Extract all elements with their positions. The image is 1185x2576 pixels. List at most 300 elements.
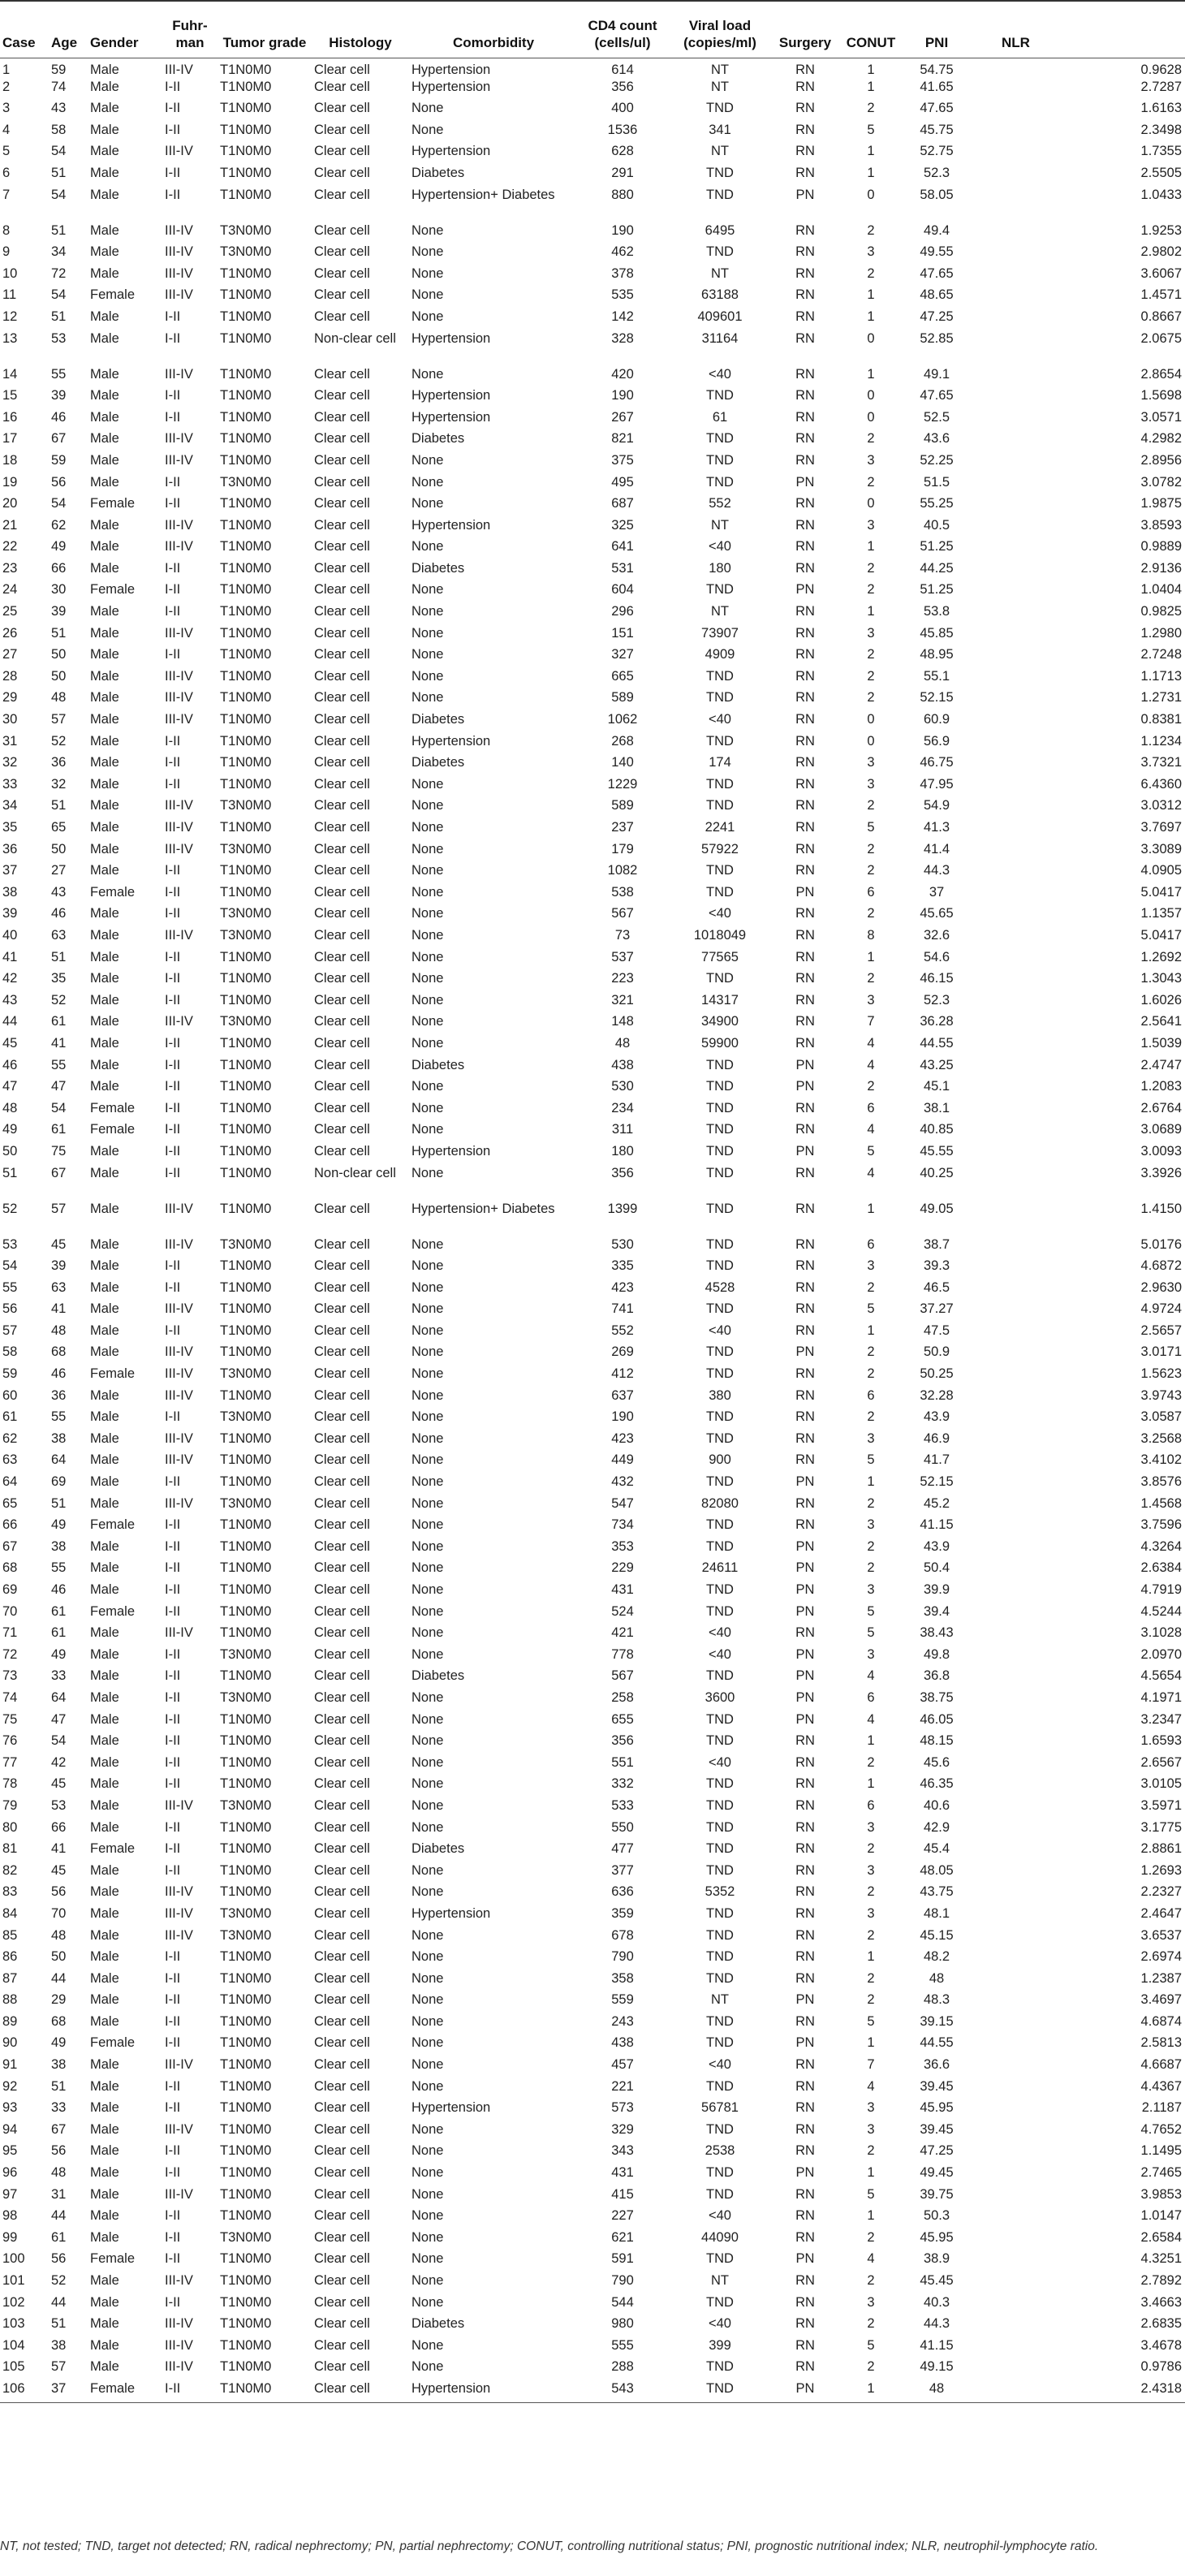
cell-conut: 1: [867, 144, 875, 159]
cell-gender: Male: [90, 1733, 119, 1749]
cell-viral-load: TND: [706, 690, 734, 705]
cell-histology: Clear cell: [314, 1884, 370, 1900]
cell-viral-load: NT: [711, 79, 729, 94]
cell-gender: Female: [90, 1603, 136, 1619]
cell-viral-load: TND: [706, 668, 734, 684]
cell-histology: Clear cell: [314, 733, 370, 749]
cell-histology: Clear cell: [314, 1668, 370, 1684]
cell-case: 36: [2, 841, 18, 857]
cell-gender: Female: [90, 1366, 136, 1382]
table-row: [0, 1431, 1185, 1453]
cell-fuhrman: I-II: [165, 79, 181, 94]
cell-age: 56: [51, 2143, 67, 2159]
cell-tumor-grade: T1N0M0: [220, 971, 272, 986]
cell-viral-load: NT: [711, 2273, 729, 2288]
cell-case: 69: [2, 1582, 18, 1597]
cell-cd4-count: 431: [611, 2165, 634, 2181]
cell-conut: 6: [867, 1797, 875, 1813]
cell-fuhrman: I-II: [165, 1057, 181, 1072]
cell-age: 56: [51, 2251, 67, 2267]
cell-age: 38: [51, 2337, 67, 2353]
cell-gender: Male: [90, 1474, 119, 1490]
cell-case: 91: [2, 2057, 18, 2073]
table-row: [0, 1884, 1185, 1906]
cell-comorbidity: None: [412, 820, 444, 835]
cell-histology: Clear cell: [314, 1122, 370, 1137]
cell-histology: Clear cell: [314, 992, 370, 1008]
table-row: [0, 798, 1185, 820]
cell-pni: 40.5: [923, 517, 950, 533]
cell-case: 14: [2, 366, 18, 382]
cell-gender: Male: [90, 366, 119, 382]
cell-age: 51: [51, 165, 67, 180]
header-gender: Gender: [88, 1, 162, 58]
cell-tumor-grade: T1N0M0: [220, 265, 272, 281]
cell-pni: 46.35: [920, 1776, 954, 1792]
cell-viral-load: 31164: [701, 330, 739, 346]
cell-viral-load: TND: [706, 1165, 734, 1180]
cell-conut: 2: [867, 560, 875, 576]
table-row: [0, 1079, 1185, 1101]
cell-histology: Clear cell: [314, 1409, 370, 1425]
cell-gender: Male: [90, 1014, 119, 1029]
cell-viral-load: TND: [706, 2035, 734, 2051]
cell-conut: 1: [867, 366, 875, 382]
cell-pni: 51.25: [920, 539, 954, 554]
cell-conut: 2: [867, 971, 875, 986]
cell-case: 37: [2, 863, 18, 878]
cell-cd4-count: 420: [611, 366, 634, 382]
cell-surgery: PN: [795, 1646, 815, 1662]
cell-comorbidity: None: [412, 2273, 444, 2288]
cell-nlr: 1.0147: [1140, 2208, 1182, 2224]
cell-surgery: PN: [795, 1668, 815, 1684]
cell-fuhrman: III-IV: [165, 539, 193, 554]
cell-tumor-grade: T1N0M0: [220, 1862, 272, 1878]
cell-viral-load: TND: [706, 1409, 734, 1425]
cell-tumor-grade: T1N0M0: [220, 733, 272, 749]
cell-tumor-grade: T1N0M0: [220, 1884, 272, 1900]
cell-conut: 1: [867, 1733, 875, 1749]
cell-gender: Male: [90, 1949, 119, 1965]
table-row: [0, 755, 1185, 777]
cell-histology: Clear cell: [314, 1949, 370, 1965]
cell-gender: Male: [90, 1035, 119, 1051]
cell-histology: Clear cell: [314, 144, 370, 159]
cell-nlr: 1.3043: [1140, 971, 1182, 986]
cell-nlr: 1.6593: [1140, 1733, 1182, 1749]
cell-histology: Clear cell: [314, 820, 370, 835]
cell-surgery: PN: [795, 1603, 815, 1619]
cell-histology: Clear cell: [314, 1733, 370, 1749]
cell-histology: Clear cell: [314, 560, 370, 576]
cell-viral-load: <40: [709, 539, 731, 554]
cell-cd4-count: 1536: [607, 122, 638, 137]
cell-conut: 4: [867, 1165, 875, 1180]
cell-conut: 1: [867, 2165, 875, 2181]
table-row: [0, 1166, 1185, 1202]
cell-gender: Male: [90, 2078, 119, 2094]
cell-cd4-count: 432: [611, 1474, 634, 1490]
cell-fuhrman: III-IV: [165, 1201, 193, 1216]
cell-gender: Male: [90, 165, 119, 180]
cell-tumor-grade: T1N0M0: [220, 1517, 272, 1533]
cell-surgery: RN: [795, 62, 815, 77]
cell-comorbidity: Hypertension: [412, 62, 491, 77]
cell-surgery: RN: [795, 1100, 815, 1115]
cell-cd4-count: 533: [611, 1797, 634, 1813]
cell-viral-load: TND: [706, 431, 734, 447]
cell-viral-load: TND: [706, 1905, 734, 1921]
cell-cd4-count: 880: [611, 187, 634, 202]
cell-case: 62: [2, 1430, 18, 1446]
cell-cd4-count: 604: [611, 582, 634, 598]
cell-pni: 43.25: [920, 1057, 954, 1072]
cell-tumor-grade: T3N0M0: [220, 841, 272, 857]
cell-fuhrman: I-II: [165, 733, 181, 749]
cell-cd4-count: 457: [611, 2057, 634, 2073]
cell-surgery: RN: [795, 1452, 815, 1468]
cell-age: 45: [51, 1236, 67, 1252]
cell-cd4-count: 180: [611, 1143, 634, 1159]
cell-cd4-count: 530: [611, 1079, 634, 1094]
table-row: [0, 1122, 1185, 1144]
cell-nlr: 0.9889: [1140, 539, 1182, 554]
cell-comorbidity: Diabetes: [412, 755, 465, 770]
cell-nlr: 2.7287: [1140, 79, 1182, 94]
cell-fuhrman: III-IV: [165, 265, 193, 281]
cell-histology: Clear cell: [314, 1100, 370, 1115]
cell-pni: 56.9: [923, 733, 950, 749]
cell-case: 57: [2, 1323, 18, 1338]
cell-viral-load: TND: [706, 244, 734, 260]
cell-tumor-grade: T3N0M0: [220, 1927, 272, 1943]
cell-age: 74: [51, 79, 67, 94]
cell-cd4-count: 641: [611, 539, 634, 554]
cell-viral-load: TND: [706, 2359, 734, 2375]
cell-conut: 2: [867, 1409, 875, 1425]
cell-conut: 1: [867, 539, 875, 554]
table-row: [0, 453, 1185, 475]
cell-histology: Clear cell: [314, 927, 370, 943]
cell-gender: Male: [90, 1754, 119, 1770]
table-row: [0, 712, 1185, 734]
cell-cd4-count: 555: [611, 2337, 634, 2353]
cell-surgery: RN: [795, 1884, 815, 1900]
cell-nlr: 0.8381: [1140, 712, 1182, 727]
cell-gender: Male: [90, 1236, 119, 1252]
cell-case: 77: [2, 1754, 18, 1770]
cell-cd4-count: 190: [611, 388, 634, 403]
cell-cd4-count: 449: [611, 1452, 634, 1468]
table-row: [0, 906, 1185, 928]
cell-gender: Male: [90, 625, 119, 641]
cell-tumor-grade: T3N0M0: [220, 1495, 272, 1511]
table-row: [0, 2338, 1185, 2360]
cell-cd4-count: 325: [611, 517, 634, 533]
cell-cd4-count: 140: [611, 755, 634, 770]
cell-case: 102: [2, 2294, 25, 2310]
cell-fuhrman: III-IV: [165, 452, 193, 468]
cell-viral-load: <40: [709, 366, 731, 382]
cell-fuhrman: III-IV: [165, 1014, 193, 1029]
cell-comorbidity: None: [412, 1538, 444, 1554]
cell-viral-load: 82080: [701, 1495, 739, 1511]
table-row: [0, 2251, 1185, 2273]
cell-gender: Male: [90, 144, 119, 159]
cell-pni: 36.8: [923, 1668, 950, 1684]
cell-gender: Male: [90, 79, 119, 94]
cell-histology: Clear cell: [314, 1970, 370, 1986]
cell-gender: Male: [90, 2186, 119, 2202]
cell-fuhrman: III-IV: [165, 431, 193, 447]
cell-histology: Clear cell: [314, 1517, 370, 1533]
cell-nlr: 4.7652: [1140, 2121, 1182, 2137]
cell-tumor-grade: T1N0M0: [220, 2078, 272, 2094]
cell-comorbidity: None: [412, 1035, 444, 1051]
cell-tumor-grade: T1N0M0: [220, 101, 272, 116]
cell-fuhrman: I-II: [165, 388, 181, 403]
cell-pni: 38.75: [920, 1689, 954, 1705]
cell-histology: Clear cell: [314, 582, 370, 598]
cell-pni: 49.1: [923, 366, 950, 382]
cell-nlr: 2.6567: [1140, 1754, 1182, 1770]
cell-comorbidity: None: [412, 690, 444, 705]
cell-viral-load: 552: [709, 496, 731, 511]
cell-age: 41: [51, 1841, 67, 1857]
cell-gender: Male: [90, 820, 119, 835]
cell-surgery: RN: [795, 820, 815, 835]
cell-histology: Clear cell: [314, 690, 370, 705]
cell-fuhrman: I-II: [165, 776, 181, 792]
cell-viral-load: TND: [706, 1711, 734, 1727]
cell-age: 54: [51, 1100, 67, 1115]
cell-fuhrman: I-II: [165, 474, 181, 490]
cell-tumor-grade: T1N0M0: [220, 949, 272, 964]
cell-case: 100: [2, 2251, 25, 2267]
cell-nlr: 4.3251: [1140, 2251, 1182, 2267]
cell-gender: Male: [90, 539, 119, 554]
cell-nlr: 5.0176: [1140, 1236, 1182, 1252]
cell-age: 66: [51, 1819, 67, 1835]
cell-age: 49: [51, 2035, 67, 2051]
cell-age: 36: [51, 755, 67, 770]
cell-histology: Clear cell: [314, 1344, 370, 1360]
cell-surgery: RN: [795, 265, 815, 281]
table-row: [0, 2230, 1185, 2252]
cell-case: 29: [2, 690, 18, 705]
cell-comorbidity: None: [412, 1517, 444, 1533]
cell-comorbidity: None: [412, 2294, 444, 2310]
cell-conut: 1: [867, 604, 875, 619]
cell-histology: Clear cell: [314, 1143, 370, 1159]
cell-cd4-count: 687: [611, 496, 634, 511]
cell-surgery: PN: [795, 1992, 815, 2008]
cell-comorbidity: None: [412, 1495, 444, 1511]
cell-case: 4: [2, 122, 11, 137]
cell-comorbidity: Hypertension: [412, 388, 491, 403]
cell-pni: 41.15: [920, 2337, 954, 2353]
cell-tumor-grade: T1N0M0: [220, 2057, 272, 2073]
cell-age: 50: [51, 647, 67, 662]
cell-fuhrman: I-II: [165, 496, 181, 511]
cell-viral-load: TND: [706, 582, 734, 598]
cell-conut: 2: [867, 222, 875, 238]
cell-tumor-grade: T1N0M0: [220, 2359, 272, 2375]
cell-comorbidity: None: [412, 863, 444, 878]
cell-viral-load: TND: [667, 2381, 773, 2403]
cell-conut: 2: [867, 647, 875, 662]
cell-fuhrman: I-II: [165, 2013, 181, 2029]
cell-case: 43: [2, 992, 18, 1008]
table-row: [0, 971, 1185, 993]
cell-tumor-grade: T1N0M0: [220, 2186, 272, 2202]
cell-histology: Clear cell: [314, 1258, 370, 1274]
cell-conut: 3: [867, 1430, 875, 1446]
cell-pni: 48.15: [920, 1733, 954, 1749]
cell-cd4-count: 421: [611, 1625, 634, 1641]
cell-fuhrman: I-II: [165, 1122, 181, 1137]
cell-age: 53: [51, 330, 67, 346]
table-row: [0, 1058, 1185, 1080]
cell-viral-load: TND: [706, 1603, 734, 1619]
cell-age: 47: [51, 1079, 67, 1094]
cell-cd4-count: 243: [611, 2013, 634, 2029]
cell-nlr: 2.5505: [1140, 165, 1182, 180]
cell-histology: Clear cell: [314, 884, 370, 900]
cell-viral-load: NT: [711, 144, 729, 159]
cell-nlr: 4.9724: [1140, 1301, 1182, 1317]
cell-pni: 39.4: [923, 1603, 950, 1619]
cell-gender: Male: [90, 1776, 119, 1792]
cell-fuhrman: III-IV: [165, 1797, 193, 1813]
cell-tumor-grade: T1N0M0: [220, 1970, 272, 1986]
cell-gender: Male: [90, 949, 119, 964]
cell-histology: Clear cell: [314, 647, 370, 662]
cell-nlr: 2.6384: [1140, 1560, 1182, 1576]
cell-conut: 1: [867, 1776, 875, 1792]
cell-tumor-grade: T1N0M0: [220, 2251, 272, 2267]
cell-nlr: 1.5623: [1140, 1366, 1182, 1382]
cell-case: 49: [2, 1122, 18, 1137]
cell-viral-load: TND: [706, 1797, 734, 1813]
cell-age: 44: [51, 1970, 67, 1986]
cell-gender: Male: [90, 187, 119, 202]
cell-surgery: PN: [795, 187, 815, 202]
cell-conut: 8: [867, 927, 875, 943]
cell-cd4-count: 142: [611, 309, 634, 324]
cell-viral-load: <40: [709, 712, 731, 727]
cell-pni: 52.5: [923, 409, 950, 425]
cell-cd4-count: 400: [611, 101, 634, 116]
cell-age: 44: [51, 2294, 67, 2310]
cell-viral-load: 61: [712, 409, 728, 425]
cell-gender: Male: [90, 1430, 119, 1446]
cell-comorbidity: Hypertension: [412, 733, 491, 749]
cell-tumor-grade: T1N0M0: [220, 1560, 272, 1576]
cell-fuhrman: III-IV: [165, 2186, 193, 2202]
cell-viral-load: TND: [706, 1517, 734, 1533]
cell-tumor-grade: T1N0M0: [220, 1733, 272, 1749]
cell-pni: 50.9: [923, 1344, 950, 1360]
cell-histology: Clear cell: [314, 1474, 370, 1490]
cell-cd4-count: 267: [611, 409, 634, 425]
cell-nlr: 2.6835: [1140, 2316, 1182, 2332]
cell-nlr: 2.7465: [1140, 2165, 1182, 2181]
cell-tumor-grade: T1N0M0: [220, 1538, 272, 1554]
cell-surgery: RN: [795, 1236, 815, 1252]
cell-surgery: PN: [795, 2035, 815, 2051]
table-row: [0, 2014, 1185, 2036]
cell-pni: 44.25: [920, 560, 954, 576]
header-fuhrman: Fuhr- man: [162, 1, 218, 58]
table-row: [0, 1690, 1185, 1712]
cell-pni: 46.75: [920, 755, 954, 770]
cell-cd4-count: 567: [611, 1668, 634, 1684]
cell-gender: Male: [90, 431, 119, 447]
cell-viral-load: 2538: [705, 2143, 735, 2159]
cell-age: 69: [51, 1474, 67, 1490]
cell-comorbidity: None: [412, 798, 444, 813]
cell-pni: 45.6: [923, 1754, 950, 1770]
cell-pni: 41.4: [923, 841, 950, 857]
cell-cd4-count: 589: [611, 798, 634, 813]
table-row: [0, 950, 1185, 972]
cell-pni: 48.05: [920, 1862, 954, 1878]
cell-nlr: 3.6537: [1140, 1927, 1182, 1943]
cell-pni: 49.15: [920, 2359, 954, 2375]
cell-case: 40: [2, 927, 18, 943]
cell-cd4-count: 291: [611, 165, 634, 180]
cell-conut: 5: [867, 1452, 875, 1468]
table-row: [0, 1604, 1185, 1626]
cell-conut: 1: [867, 1201, 875, 1216]
cell-age: 62: [51, 517, 67, 533]
cell-histology: Clear cell: [314, 2057, 370, 2073]
cell-comorbidity: None: [412, 1560, 444, 1576]
cell-age: 51: [51, 625, 67, 641]
cell-surgery: RN: [795, 668, 815, 684]
cell-surgery: RN: [795, 841, 815, 857]
cell-conut: 4: [867, 1035, 875, 1051]
cell-comorbidity: None: [412, 1754, 444, 1770]
cell-comorbidity: None: [412, 1236, 444, 1252]
cell-viral-load: TND: [706, 1236, 734, 1252]
cell-comorbidity: None: [412, 906, 444, 921]
cell-pni: 40.6: [923, 1797, 950, 1813]
cell-tumor-grade: T3N0M0: [220, 798, 272, 813]
cell-viral-load: 57922: [701, 841, 739, 857]
cell-cd4-count: 524: [611, 1603, 634, 1619]
cell-case: 65: [2, 1495, 18, 1511]
cell-gender: Male: [90, 330, 119, 346]
cell-age: 52: [51, 733, 67, 749]
table-row: [0, 1820, 1185, 1842]
cell-viral-load: TND: [706, 1057, 734, 1072]
cell-conut: 4: [867, 1122, 875, 1137]
cell-nlr: 1.7355: [1140, 144, 1182, 159]
cell-histology: Clear cell: [314, 863, 370, 878]
cell-pni: 47.65: [920, 101, 954, 116]
cell-surgery: RN: [795, 1776, 815, 1792]
cell-case: 71: [2, 1625, 18, 1641]
cell-nlr: 2.4747: [1140, 1057, 1182, 1072]
cell-nlr: 3.7697: [1140, 820, 1182, 835]
cell-gender: Female: [90, 884, 136, 900]
cell-histology: Clear cell: [314, 1754, 370, 1770]
cell-viral-load: 1018049: [693, 927, 747, 943]
cell-viral-load: <40: [709, 1754, 731, 1770]
